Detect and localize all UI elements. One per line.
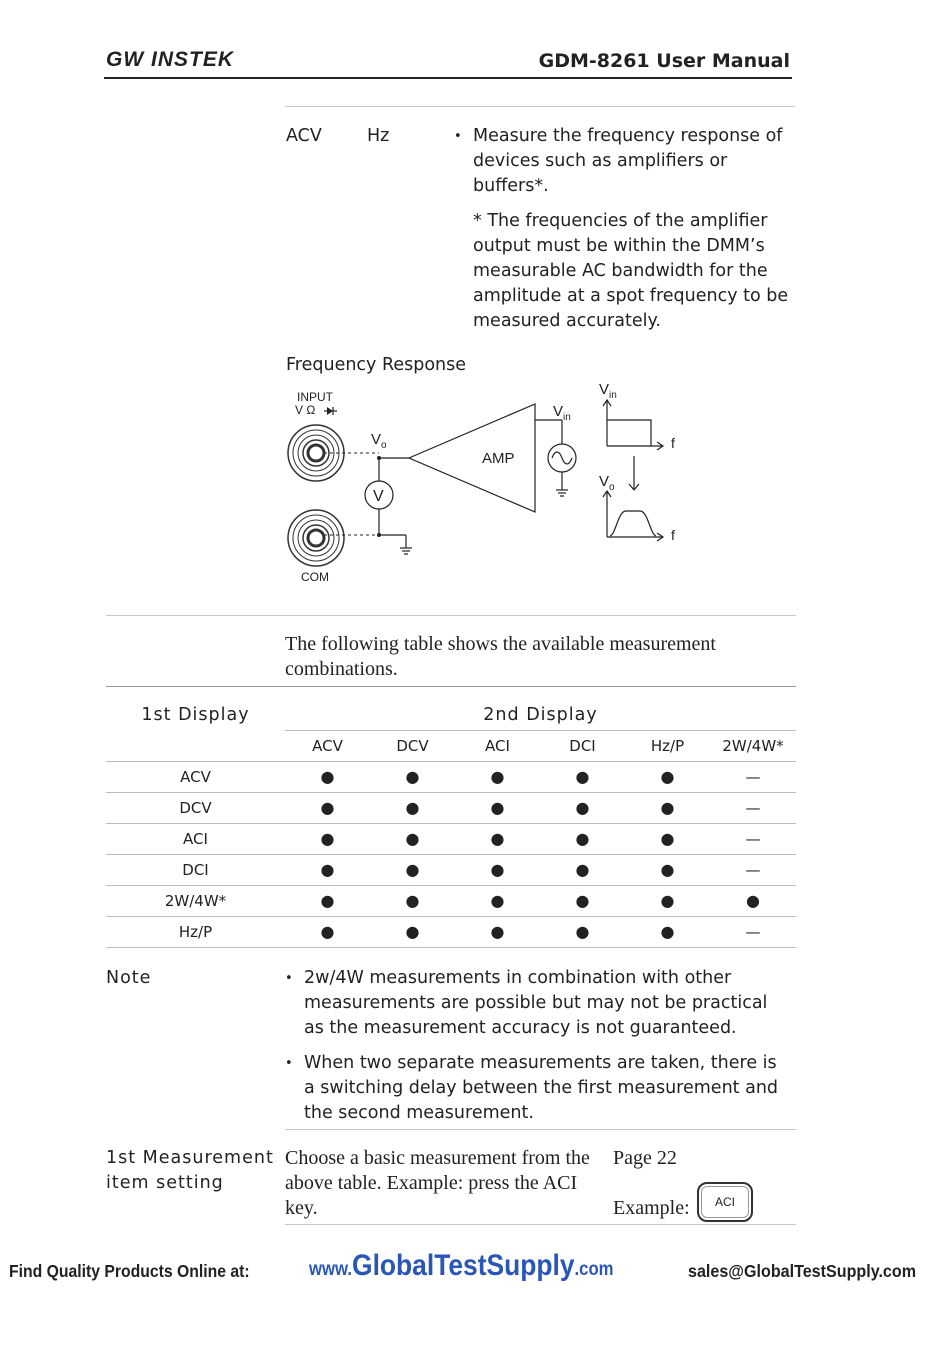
supported-dot: ● <box>540 792 625 823</box>
section-divider <box>285 1129 796 1130</box>
output-bandpass-response <box>610 511 656 536</box>
function-footnote: * The frequencies of the amplifier output must be within the DMM’s measurable AC bandwidth for the amplitude at a spot frequency to be measured accurately. <box>473 211 789 331</box>
function-name: ACV <box>286 126 322 146</box>
measurement-combination-table <box>106 700 796 948</box>
supported-dot: ● <box>625 916 710 947</box>
note-content <box>285 966 790 1136</box>
row-header: ACV <box>106 761 285 792</box>
supported-dot: ● <box>625 854 710 885</box>
column-header: ACV <box>285 730 370 761</box>
row-header: DCI <box>106 854 285 885</box>
supported-dot: ● <box>285 792 370 823</box>
aci-key-button: ACI <box>697 1182 753 1222</box>
supported-dot: ● <box>540 761 625 792</box>
vo-subscript: o <box>381 440 387 451</box>
input-label: INPUT <box>297 390 333 404</box>
example-label: Example: <box>613 1197 690 1219</box>
section-divider <box>106 615 796 616</box>
section-divider <box>285 106 795 107</box>
supported-dot: ● <box>540 854 625 885</box>
supported-dot: ● <box>625 885 710 916</box>
function-bullet: • Measure the frequency response of devices such as amplifiers or buffers*. <box>454 124 790 199</box>
supported-dot: ● <box>625 823 710 854</box>
table-row <box>106 792 796 823</box>
unsupported-dash: — <box>710 854 796 885</box>
unsupported-dash: — <box>710 792 796 823</box>
ground-icon <box>400 548 412 554</box>
supported-dot: ● <box>455 916 540 947</box>
table-row <box>106 854 796 885</box>
function-second: Hz <box>367 126 390 146</box>
supported-dot: ● <box>370 792 455 823</box>
supported-dot: ● <box>455 854 540 885</box>
footer-www: www. <box>309 1259 353 1280</box>
amp-label: AMP <box>482 450 515 467</box>
unsupported-dash: — <box>710 916 796 947</box>
column-header: ACI <box>455 730 540 761</box>
vo-graph-label: V <box>599 473 610 490</box>
unsupported-dash: — <box>710 761 796 792</box>
input-jack <box>288 425 344 481</box>
supported-dot: ● <box>625 792 710 823</box>
second-display-header: 2nd Display <box>285 700 796 730</box>
footer-tld: .com <box>574 1259 614 1280</box>
row-header: 2W/4W* <box>106 885 285 916</box>
footer-website-link[interactable] <box>309 1249 614 1283</box>
column-header: DCI <box>540 730 625 761</box>
supported-dot: ● <box>370 854 455 885</box>
supported-dot: ● <box>285 761 370 792</box>
note-label: Note <box>106 968 152 988</box>
diagram-title: Frequency Response <box>286 355 467 375</box>
table-top-rule <box>106 686 796 687</box>
supported-dot: ● <box>455 823 540 854</box>
unsupported-dash: — <box>710 823 796 854</box>
vin-graph-label: V <box>599 381 610 398</box>
row-header: Hz/P <box>106 916 285 947</box>
voltmeter-label: V <box>373 488 384 505</box>
supported-dot: ● <box>455 885 540 916</box>
footer-email-link[interactable]: sales@GlobalTestSupply.com <box>688 1261 917 1281</box>
vin-label: V <box>553 403 564 420</box>
step-label <box>106 1146 274 1196</box>
supported-dot: ● <box>285 885 370 916</box>
vin-graph-subscript: in <box>609 390 617 401</box>
freq-axis-label: f <box>671 435 675 451</box>
footer-site: GlobalTestSupply <box>352 1249 575 1282</box>
footer-tagline: Find Quality Products Online at: <box>9 1261 250 1281</box>
section-divider <box>285 1224 796 1225</box>
supported-dot: ● <box>455 792 540 823</box>
table-row <box>106 885 796 916</box>
function-description <box>454 124 790 334</box>
supported-dot: ● <box>540 916 625 947</box>
supported-dot: ● <box>370 885 455 916</box>
row-header: DCV <box>106 792 285 823</box>
supported-dot: ● <box>540 885 625 916</box>
brand-logo: GW INSTEK <box>106 48 234 71</box>
supported-dot: ● <box>370 823 455 854</box>
table-intro: The following table shows the available measurement combinations. <box>285 633 716 680</box>
table-row <box>106 916 796 947</box>
svg-text:Vin <box>599 381 617 401</box>
supported-dot: ● <box>540 823 625 854</box>
vo-label: V <box>371 431 382 448</box>
supported-dot: ● <box>285 916 370 947</box>
amplifier-triangle <box>409 404 535 512</box>
com-jack <box>288 510 344 566</box>
step-label-line1: 1st Measurement <box>106 1148 274 1168</box>
column-header: Hz/P <box>625 730 710 761</box>
note-item: • 2w/4W measurements in combination with other measurements are possible but may not be practical as the measurement accuracy is not guaranteed. <box>285 966 790 1041</box>
first-display-header: 1st Display <box>141 705 250 725</box>
freq-axis-label-2: f <box>671 527 675 543</box>
supported-dot: ● <box>370 916 455 947</box>
ground-icon <box>556 490 568 496</box>
note-item: • When two separate measurements are taken, there is a switching delay between the first measurement and the second measurement. <box>285 1051 790 1126</box>
manual-title: GDM-8261 User Manual <box>538 50 790 72</box>
supported-dot: ● <box>710 885 796 916</box>
vin-subscript: in <box>563 412 571 423</box>
input-flat-response <box>607 420 651 446</box>
column-header: 2W/4W* <box>710 730 796 761</box>
supported-dot: ● <box>285 854 370 885</box>
supported-dot: ● <box>370 761 455 792</box>
step-text: Choose a basic measurement from the above table. Example: press the ACI key. <box>285 1147 590 1219</box>
table-row <box>106 823 796 854</box>
frequency-response-diagram <box>280 378 700 593</box>
row-header: ACI <box>106 823 285 854</box>
vo-graph-subscript: o <box>609 482 615 493</box>
supported-dot: ● <box>455 761 540 792</box>
supported-dot: ● <box>625 761 710 792</box>
step-label-line2: item setting <box>106 1173 224 1193</box>
column-header: DCV <box>370 730 455 761</box>
com-label: COM <box>301 570 329 584</box>
svg-text:Vo <box>371 431 387 451</box>
page-reference: Page 22 <box>613 1147 677 1169</box>
header-rule <box>104 77 792 79</box>
input-sublabel: V Ω <box>295 403 316 417</box>
table-row <box>106 761 796 792</box>
supported-dot: ● <box>285 823 370 854</box>
diode-icon <box>324 407 337 415</box>
